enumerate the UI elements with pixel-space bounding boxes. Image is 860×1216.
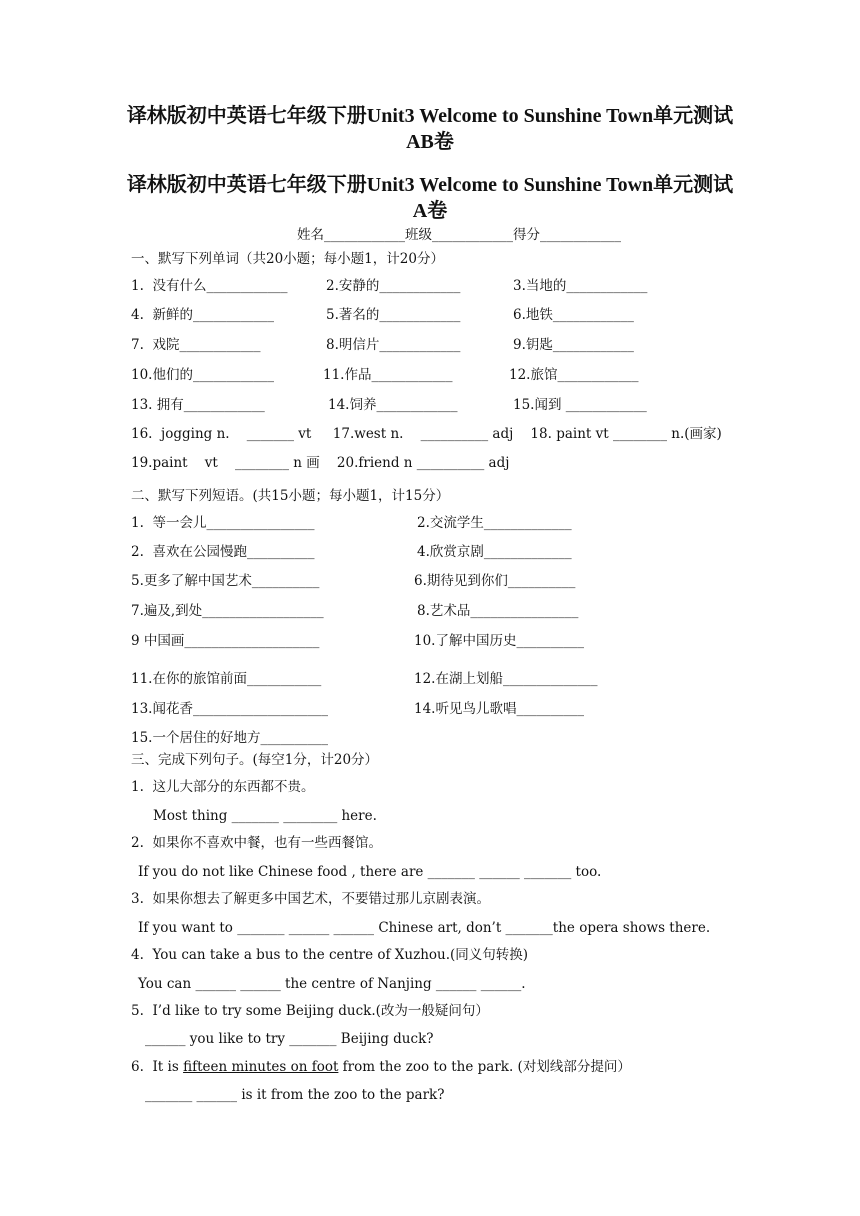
phrase-item: 15.一个居住的好地方__________ [131, 730, 328, 746]
question-prompt: 4. You can take a bus to the centre of Xuzhou.(同义句转换) [131, 947, 529, 963]
word-item: 6.地铁____________ [513, 307, 634, 323]
word-item: 14.饲养____________ [328, 397, 458, 413]
phrase-item: 11.在你的旅馆前面___________ [131, 671, 322, 687]
underlined-phrase: fifteen minutes on foot [183, 1059, 339, 1075]
phrase-item: 14.听见鸟儿歌唱__________ [414, 701, 584, 717]
question-prompt: 2. 如果你不喜欢中餐，也有一些西餐馆。 [131, 835, 382, 851]
phrase-item: 4.欣赏京剧_____________ [417, 544, 572, 560]
phrase-item: 5.更多了解中国艺术__________ [131, 573, 320, 589]
question-answer-line: If you do not like Chinese food , there are _______ ______ _______ too. [138, 864, 602, 880]
document-subtitle: 译林版初中英语七年级下册Unit3 Welcome to Sunshine Town单元测试A卷 [126, 174, 734, 222]
student-info-line: 姓名____________班级____________得分____________ [297, 227, 621, 243]
section1-heading: 一、默写下列单词（共20小题；每小题1，计20分） [131, 251, 444, 267]
phrase-item: 1. 等一会儿________________ [131, 515, 315, 531]
document-title: 译林版初中英语七年级下册Unit3 Welcome to Sunshine Town单元测试AB卷 [126, 105, 734, 153]
word-item: 1. 没有什么____________ [131, 278, 288, 294]
word-item: 13. 拥有____________ [131, 397, 265, 413]
question-answer-line: Most thing _______ ________ here. [153, 808, 377, 824]
phrase-item: 13.闻花香____________________ [131, 701, 328, 717]
word-item: 5.著名的____________ [326, 307, 461, 323]
word-item: 7. 戏院____________ [131, 337, 261, 353]
phrase-item: 9 中国画____________________ [131, 633, 320, 649]
word-item: 4. 新鲜的____________ [131, 307, 274, 323]
word-item: 12.旅馆____________ [509, 367, 639, 383]
phrase-item: 10.了解中国历史__________ [414, 633, 584, 649]
question-answer-line: You can ______ ______ the centre of Nanjing ______ ______. [138, 976, 526, 992]
section2-heading: 二、默写下列短语。(共15小题；每小题1，计15分） [131, 488, 450, 504]
phrase-item: 6.期待见到你们__________ [414, 573, 576, 589]
word-item: 8.明信片____________ [326, 337, 461, 353]
section3-heading: 三、完成下列句子。(每空1分，计20分） [131, 752, 379, 768]
question-answer-line: ______ you like to try _______ Beijing duck? [145, 1031, 434, 1047]
question-prompt: 5. I’d like to try some Beijing duck.(改为一般疑问句） [131, 1003, 489, 1019]
word-item: 11.作品____________ [323, 367, 453, 383]
phrase-item: 12.在湖上划船______________ [414, 671, 598, 687]
word-item: 15.闻到 ____________ [513, 397, 647, 413]
phrase-item: 2.交流学生_____________ [417, 515, 572, 531]
question-text: 6. It is [131, 1059, 184, 1075]
phrase-item: 8.艺术品________________ [417, 603, 579, 619]
word-item: 3.当地的____________ [513, 278, 648, 294]
word-form-line: 16. jogging n. _______ vt 17.west n. __________ adj 18. paint vt ________ n.(画家) [131, 426, 722, 442]
question-prompt: 3. 如果你想去了解更多中国艺术，不要错过那儿京剧表演。 [131, 891, 490, 907]
word-item: 9.钥匙____________ [513, 337, 634, 353]
word-form-line: 19.paint vt ________ n 画 20.friend n __________ adj [131, 455, 510, 471]
question-text: from the zoo to the park. (对划线部分提问） [338, 1059, 631, 1075]
word-item: 2.安静的____________ [326, 278, 461, 294]
question-answer-line: _______ ______ is it from the zoo to the park? [145, 1087, 445, 1103]
question-prompt [131, 1058, 631, 1076]
word-item: 10.他们的____________ [131, 367, 274, 383]
question-prompt: 1. 这儿大部分的东西都不贵。 [131, 779, 315, 795]
phrase-item: 2. 喜欢在公园慢跑__________ [131, 544, 315, 560]
question-answer-line: If you want to _______ ______ ______ Chinese art, don’t _______the opera shows there. [138, 920, 711, 936]
phrase-item: 7.遍及,到处__________________ [131, 603, 324, 619]
